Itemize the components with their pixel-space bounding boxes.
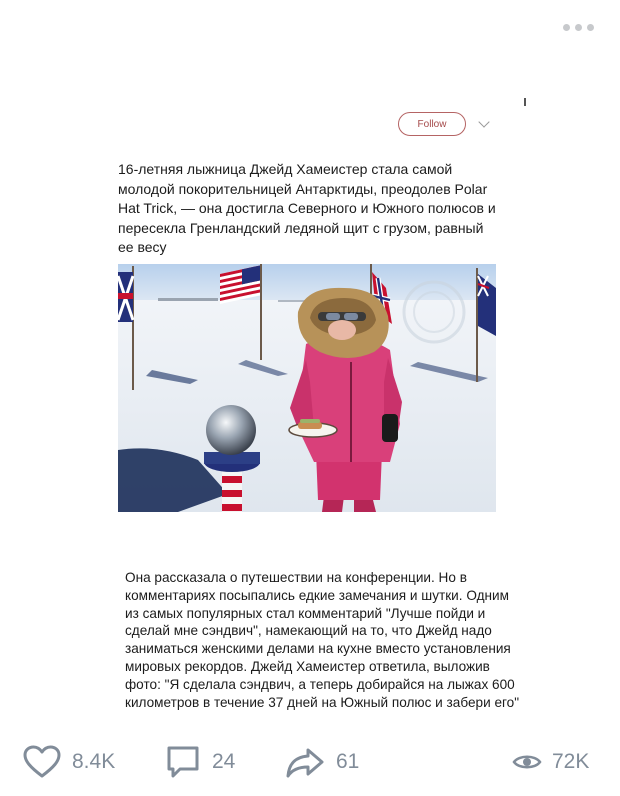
eye-icon <box>512 752 542 772</box>
share-button[interactable] <box>284 736 359 788</box>
likes-count: 8.4K <box>72 750 116 773</box>
post-photo[interactable] <box>118 264 496 512</box>
chevron-down-icon[interactable] <box>478 116 489 127</box>
more-dot <box>575 24 582 31</box>
comment-icon <box>164 743 202 781</box>
heart-icon <box>22 744 62 780</box>
follow-row <box>398 112 488 136</box>
post-headline: 16-летняя лыжница Джейд Хамеистер стала самой молодой покорительницей Антарктиды, преодолев Polar Hat Trick, — она достигла Северного и Южного полюсов и пересекла Гренландский ледяной щит с грузом, равный ее весу <box>118 161 496 255</box>
shares-count: 61 <box>336 750 360 773</box>
views-count: 72K <box>552 750 590 773</box>
share-arrow-icon <box>284 744 326 780</box>
more-dot <box>563 24 570 31</box>
follow-button[interactable]: Follow <box>398 112 466 136</box>
views-counter <box>512 736 589 788</box>
post-actions-bar <box>0 736 620 788</box>
more-options-icon[interactable] <box>563 24 594 31</box>
south-pole-photo <box>118 264 496 512</box>
comments-count: 24 <box>212 750 236 773</box>
comment-button[interactable] <box>164 736 235 788</box>
corner-mark <box>524 98 526 106</box>
more-dot <box>587 24 594 31</box>
pole-globe <box>206 405 256 455</box>
like-button[interactable] <box>22 736 115 788</box>
post-body: Она рассказала о путешествии на конференции. Но в комментариях посыпались едкие замечания и шутки. Одним из самых популярных стал комментарий "Лучше пойди и сделай мне сэндвич", намекающий на то, что Джейд надо заниматься женскими делами на кухне вместо установления мировых рекордов. Джейд Хамеистер ответила, выложив фото: "Я сделала сэндвич, а теперь добирайся на лыжах 600 километров в течение 37 дней на Южный полюс и забери его" <box>125 570 520 710</box>
